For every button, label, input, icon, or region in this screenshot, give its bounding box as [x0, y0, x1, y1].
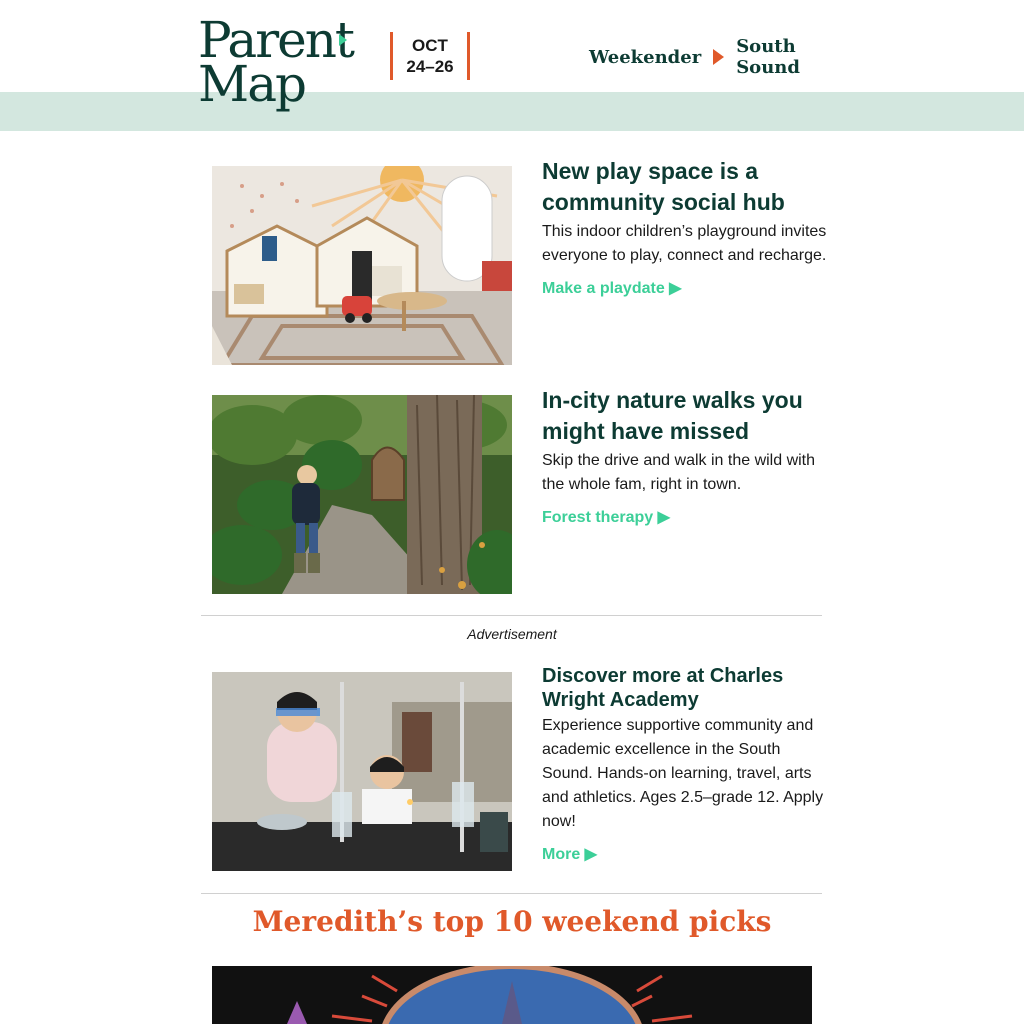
email-header	[0, 0, 1024, 92]
story-card	[212, 158, 827, 366]
ad-text	[542, 665, 827, 864]
story-description: This indoor children’s playground invites everyone to play, connect and recharge.	[542, 223, 827, 264]
ad-description: Experience supportive community and academic excellence in the South Sound. Hands-on learning, travel, arts and athletics. Ages 2.5–grade 12. Apply now!	[542, 717, 824, 830]
nature-walk-image[interactable]	[212, 395, 512, 594]
story-card	[212, 387, 822, 595]
story-text	[542, 387, 827, 527]
ad-card	[212, 665, 824, 872]
logo-triangle-icon	[339, 34, 347, 46]
advertisement-label: Advertisement	[467, 626, 557, 642]
nav-separator-icon	[713, 49, 724, 65]
story-description: Skip the drive and walk in the wild with the whole fam, right in town.	[542, 452, 816, 493]
logo-line-1: Parent	[198, 11, 353, 69]
divider	[201, 615, 822, 616]
weekend-picks-heading: Meredith’s top 10 weekend picks	[252, 905, 772, 938]
weekend-picks-image[interactable]	[212, 966, 812, 1024]
make-a-playdate-link[interactable]: Make a playdate ▶	[542, 280, 682, 297]
date-month: OCT	[412, 36, 448, 55]
story-title[interactable]: New play space is a community social hub	[542, 158, 785, 215]
date-badge	[390, 32, 470, 80]
nav-weekender[interactable]: Weekender	[589, 46, 702, 68]
divider	[201, 893, 822, 894]
header-band	[0, 92, 1024, 131]
academy-lab-image[interactable]	[212, 672, 512, 871]
ad-title[interactable]: Discover more at Charles Wright Academy	[542, 665, 784, 711]
logo-line-2: Map	[198, 55, 306, 113]
forest-therapy-link[interactable]: Forest therapy ▶	[542, 509, 670, 526]
story-title[interactable]: In-city nature walks you might have missed	[542, 387, 803, 444]
story-text	[542, 158, 827, 298]
parentmap-logo[interactable]	[198, 11, 353, 113]
nav-south-sound[interactable]: South Sound	[736, 36, 800, 78]
more-link[interactable]: More ▶	[542, 846, 597, 863]
edition-nav	[589, 36, 834, 78]
date-range: 24–26	[406, 57, 454, 76]
play-space-image[interactable]	[212, 166, 512, 365]
